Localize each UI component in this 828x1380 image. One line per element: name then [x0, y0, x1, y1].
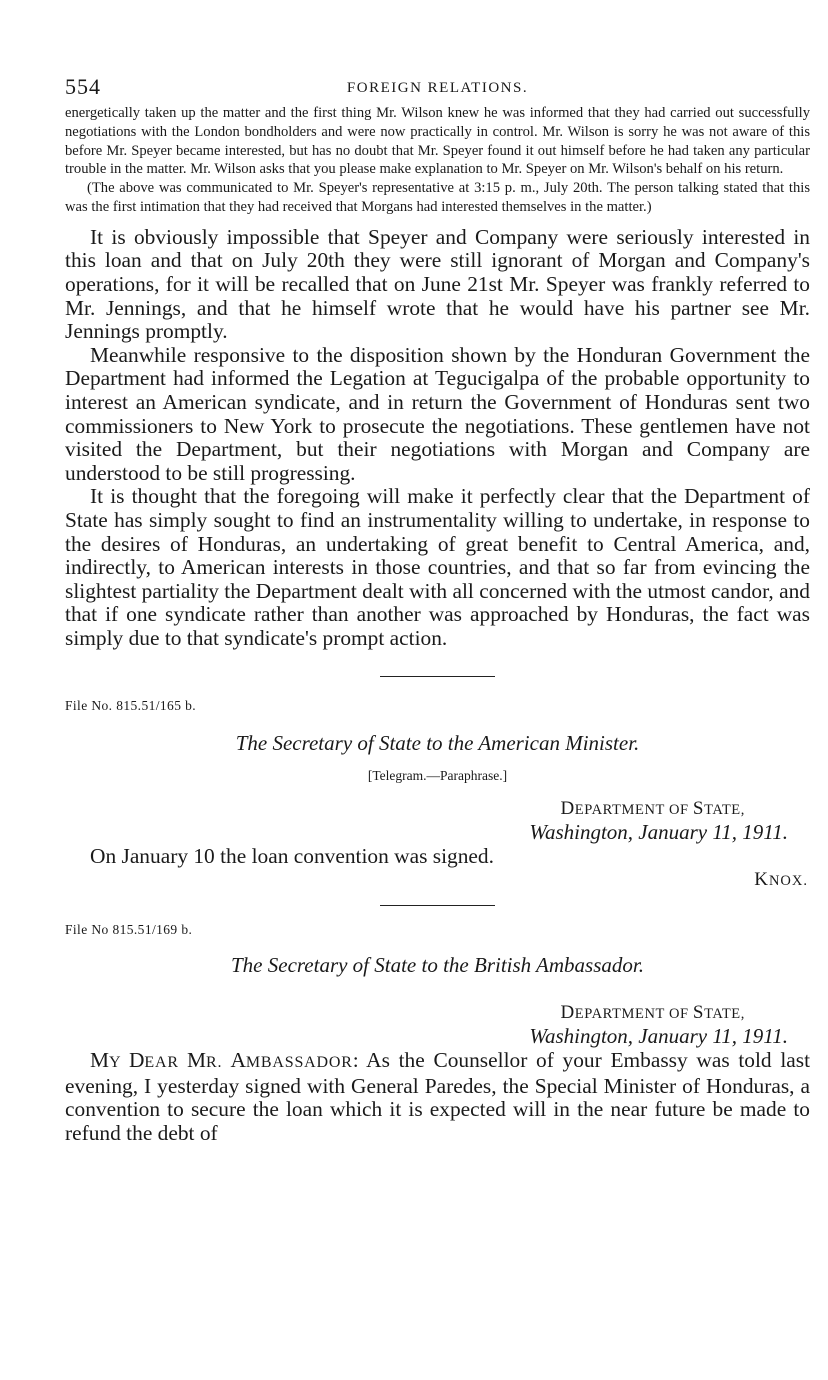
document-page — [65, 74, 810, 1145]
note-text: (The above was communicated to Mr. Speyer's representative at 3:15 p. m., July 20th. The person talking stated that this was the first intimation that they had received that Morgans had interested themselves in the matter.) — [65, 180, 810, 215]
signature: KNOX. — [754, 869, 808, 891]
document-title: The Secretary of State to the American Minister. — [235, 731, 640, 756]
file-number: File No. 815.51/165 b. — [65, 698, 197, 714]
dateline: Washington, January 11, 1911. — [529, 820, 788, 845]
letter-opening: MY DEAR MR. AMBASSADOR: As the Counsellor of your Embassy was told last evening, I yesterday signed with General Paredes, the Special Minister of Honduras, a convention to secure the loan which it is expected will in the near future be made to refund the debt of — [65, 1048, 811, 1145]
body-paragraph: Meanwhile responsive to the disposition shown by the Honduran Government the Department had informed the Legation at Tegucigalpa of the probable opportunity to interest an American syndicate, and in return the Government of Honduras sent two commissioners to New York to prosecute the negotiations. These gentlemen have not visited the Department, but their negotiations with Morgan and Company are understood to be still progressing. — [65, 342, 810, 485]
telegram-body: On January 10 the loan convention was signed. — [90, 844, 494, 869]
running-title: FOREIGN RELATIONS. — [346, 80, 529, 96]
telegram-note: [Telegram.—Paraphrase.] — [367, 768, 508, 784]
body-paragraph: It is obviously impossible that Speyer and Company were seriously interested in this loan and that on July 20th they were still ignorant of Morgan and Company's operations, for it will be recalled that on June 21st Mr. Speyer was frankly referred to Mr. Jennings, and that he himself wrote that he would have his partner see Mr. Jennings promptly. — [65, 224, 810, 344]
dateline: Washington, January 11, 1911. — [529, 1024, 788, 1049]
page-header — [65, 74, 810, 104]
department-heading: DEPARTMENT OF STATE, — [560, 1002, 745, 1024]
body-paragraph: It is thought that the foregoing will make it perfectly clear that the Department of State has simply sought to find an instrumentality willing to undertake, in response to the desires of Honduras, an undertaking of great benefit to Central America, and, indirectly, to American interests in those countries, and that so far from evincing the slightest partiality the Department dealt with all concerned with the utmost candor, and that if one syndicate rather than another was approached by Honduras, the fact was simply due to that syndicate's prompt action. — [65, 484, 810, 650]
letter-text: energetically taken up the matter and the first thing Mr. Wilson knew he was informed that they had carried out successfully negotiations with the London bondholders and were now practically in control. Mr. Wilson is sorry he was not aware of this before Mr. Speyer became interested, but has no doubt that Mr. Speyer found it out himself before he had taken any particular trouble in the matter. Mr. Wilson asks that you please make explanation to Mr. Speyer on Mr. Wilson's behalf on his return. — [65, 105, 810, 178]
file-number: File No 815.51/169 b. — [65, 922, 193, 938]
document-title: The Secretary of State to the British Ambassador. — [231, 953, 644, 978]
page-number: 554 — [65, 74, 101, 99]
department-heading: DEPARTMENT OF STATE, — [560, 798, 745, 820]
